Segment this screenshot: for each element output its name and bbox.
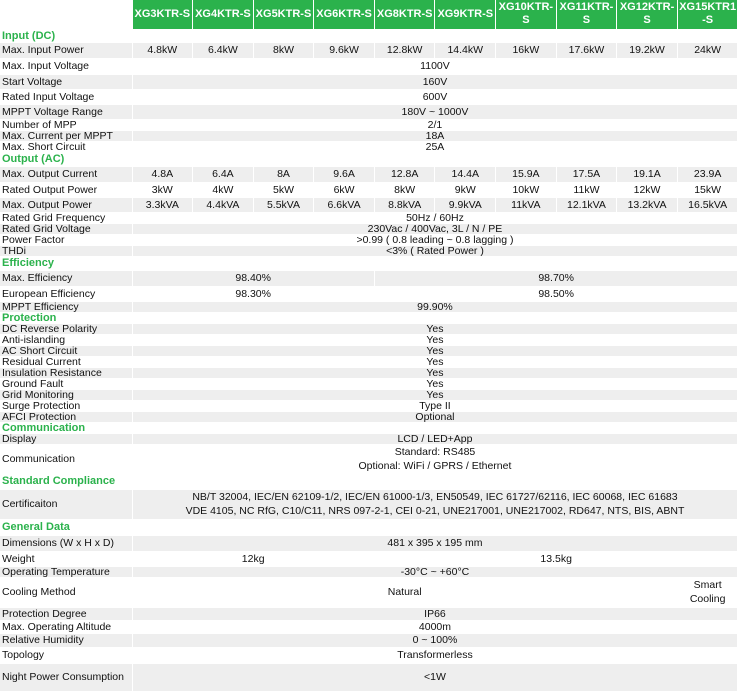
spec-value: 19.1A (617, 166, 678, 182)
spec-value: 24kW (677, 42, 738, 58)
spec-value: 9.6A (314, 166, 375, 182)
spec-value: Yes (132, 356, 738, 367)
spec-value: 98.40% (132, 270, 374, 286)
spec-value: 4.4kVA (193, 197, 254, 212)
spec-row (0, 182, 738, 197)
spec-label: Rated Output Power (0, 182, 132, 197)
spec-label: Communication (0, 444, 132, 473)
spec-value: Yes (132, 389, 738, 400)
section-title: Input (DC) (0, 29, 738, 42)
model-header: XG6KTR-S (314, 0, 375, 29)
spec-row (0, 411, 738, 422)
spec-label: Topology (0, 647, 132, 663)
spec-value: 5kW (253, 182, 314, 197)
spec-label: Night Power Consumption (0, 663, 132, 691)
spec-row (0, 607, 738, 620)
spec-label: MPPT Voltage Range (0, 104, 132, 119)
spec-value: 8kW (253, 42, 314, 58)
spec-value-line: NB/T 32004, IEC/EN 62109-1/2, IEC/EN 61000-1/3, EN50549, IEC 61727/62116, IEC 60068, IEC 61683 (192, 491, 678, 503)
model-header: XG10KTR-S (496, 0, 557, 29)
spec-value: 8.8kVA (374, 197, 435, 212)
spec-value: 50Hz / 60Hz (132, 212, 738, 223)
spec-value (132, 444, 738, 473)
spec-row (0, 130, 738, 141)
spec-label: Operating Temperature (0, 566, 132, 577)
spec-row (0, 367, 738, 378)
spec-label: Rated Input Voltage (0, 89, 132, 104)
model-header: XG3KTR-S (132, 0, 193, 29)
spec-label: Cooling Method (0, 577, 132, 607)
spec-value: 14.4kW (435, 42, 496, 58)
spec-value-line: Optional: WiFi / GPRS / Ethernet (358, 459, 512, 472)
section-header (0, 519, 738, 535)
spec-value: 9.9kVA (435, 197, 496, 212)
spec-label: Rated Grid Voltage (0, 223, 132, 234)
spec-value: 16.5kVA (677, 197, 738, 212)
spec-value: 13.2kVA (617, 197, 678, 212)
spec-value: 9.6kW (314, 42, 375, 58)
spec-label: AFCI Protection (0, 411, 132, 422)
spec-label: Max. Output Current (0, 166, 132, 182)
spec-value: >0.99 ( 0.8 leading ~ 0.8 lagging ) (132, 234, 738, 245)
spec-label: Display (0, 433, 132, 444)
spec-value: 15kW (677, 182, 738, 197)
spec-value: 180V ~ 1000V (132, 104, 738, 119)
model-header-row (0, 0, 738, 29)
spec-value: 99.90% (132, 301, 738, 312)
spec-value: 15.9A (496, 166, 557, 182)
spec-value: 11kW (556, 182, 617, 197)
spec-row (0, 245, 738, 256)
spec-value: 4.8A (132, 166, 193, 182)
model-header: XG8KTR-S (374, 0, 435, 29)
spec-label: THDi (0, 245, 132, 256)
section-header (0, 312, 738, 323)
spec-value: 3kW (132, 182, 193, 197)
spec-row (0, 58, 738, 74)
spec-row (0, 444, 738, 473)
section-title: General Data (0, 519, 738, 535)
spec-row (0, 647, 738, 663)
section-header (0, 256, 738, 270)
spec-label: Max. Input Power (0, 42, 132, 58)
spec-label: Insulation Resistance (0, 367, 132, 378)
spec-value: 11kVA (496, 197, 557, 212)
spec-label: Max. Output Power (0, 197, 132, 212)
spec-value: <3% ( Rated Power ) (132, 245, 738, 256)
spec-value: Optional (132, 411, 738, 422)
section-title: Protection (0, 312, 738, 323)
spec-row (0, 334, 738, 345)
spec-row (0, 89, 738, 104)
spec-value: 5.5kVA (253, 197, 314, 212)
spec-row (0, 345, 738, 356)
spec-value: Yes (132, 345, 738, 356)
spec-row (0, 270, 738, 286)
spec-value (132, 489, 738, 519)
spec-row (0, 620, 738, 633)
spec-row (0, 378, 738, 389)
spec-label: Power Factor (0, 234, 132, 245)
spec-value: 12.1kVA (556, 197, 617, 212)
spec-row (0, 212, 738, 223)
spec-label: Dimensions (W x H x D) (0, 535, 132, 551)
spec-value-line: Cooling (689, 593, 726, 605)
spec-value: 4000m (132, 620, 738, 633)
model-header: XG9KTR-S (435, 0, 496, 29)
spec-label: Start Voltage (0, 74, 132, 89)
spec-value: 12kg (132, 551, 374, 566)
spec-label: DC Reverse Polarity (0, 323, 132, 334)
spec-row (0, 141, 738, 152)
spec-value: 12kW (617, 182, 678, 197)
spec-value: Yes (132, 367, 738, 378)
spec-value: 8A (253, 166, 314, 182)
spec-row (0, 301, 738, 312)
spec-value: 481 x 395 x 195 mm (132, 535, 738, 551)
spec-label: Protection Degree (0, 607, 132, 620)
spec-value: 19.2kW (617, 42, 678, 58)
spec-value (677, 577, 738, 607)
spec-value: 25A (132, 141, 738, 152)
spec-label: Surge Protection (0, 400, 132, 411)
spec-value-line: Standard: RS485 (394, 445, 476, 458)
spec-label: Max. Current per MPPT (0, 130, 132, 141)
model-header: XG15KTR1-S (677, 0, 738, 29)
section-header (0, 422, 738, 433)
spec-label: Grid Monitoring (0, 389, 132, 400)
spec-value: 0 ~ 100% (132, 633, 738, 647)
spec-row (0, 197, 738, 212)
spec-label: Number of MPP (0, 119, 132, 130)
spec-row (0, 663, 738, 691)
spec-value: IP66 (132, 607, 738, 620)
spec-value: LCD / LED+App (132, 433, 738, 444)
header-corner (0, 0, 132, 29)
spec-label: AC Short Circuit (0, 345, 132, 356)
spec-value: 9kW (435, 182, 496, 197)
spec-row (0, 577, 738, 607)
section-header (0, 29, 738, 42)
spec-row (0, 42, 738, 58)
spec-value: 4kW (193, 182, 254, 197)
spec-row (0, 566, 738, 577)
spec-value: 98.70% (374, 270, 738, 286)
spec-value: 10kW (496, 182, 557, 197)
section-title: Standard Compliance (0, 473, 738, 489)
spec-value: 98.50% (374, 286, 738, 301)
spec-row (0, 535, 738, 551)
spec-value: Yes (132, 323, 738, 334)
spec-value: 8kW (374, 182, 435, 197)
spec-row (0, 433, 738, 444)
spec-value-line: VDE 4105, NC RfG, C10/C11, NRS 097-2-1, CEI 0-21, UNE217001, UNE217002, RD647, NTS, BIS, ABNT (185, 505, 685, 517)
spec-row (0, 234, 738, 245)
spec-value: 13.5kg (374, 551, 738, 566)
spec-label: Max. Operating Altitude (0, 620, 132, 633)
section-header (0, 152, 738, 166)
spec-label: Max. Efficiency (0, 270, 132, 286)
spec-table-body (0, 29, 738, 691)
spec-value: 600V (132, 89, 738, 104)
spec-value: 12.8A (374, 166, 435, 182)
spec-label: Relative Humidity (0, 633, 132, 647)
model-header: XG12KTR-S (617, 0, 678, 29)
spec-value: Transformerless (132, 647, 738, 663)
spec-value: 18A (132, 130, 738, 141)
spec-value: Yes (132, 334, 738, 345)
model-header: XG11KTR-S (556, 0, 617, 29)
spec-value: 6.4A (193, 166, 254, 182)
model-header: XG4KTR-S (193, 0, 254, 29)
spec-row (0, 551, 738, 566)
spec-value: 16kW (496, 42, 557, 58)
spec-row (0, 633, 738, 647)
spec-row (0, 286, 738, 301)
spec-row (0, 74, 738, 89)
spec-row (0, 400, 738, 411)
spec-value: 14.4A (435, 166, 496, 182)
spec-value: 160V (132, 74, 738, 89)
spec-value: 6kW (314, 182, 375, 197)
spec-label: MPPT Efficiency (0, 301, 132, 312)
spec-value: 98.30% (132, 286, 374, 301)
spec-row (0, 489, 738, 519)
section-header (0, 473, 738, 489)
spec-label: Max. Input Voltage (0, 58, 132, 74)
section-title: Output (AC) (0, 152, 738, 166)
spec-label: European Efficiency (0, 286, 132, 301)
spec-label: Weight (0, 551, 132, 566)
spec-label: Ground Fault (0, 378, 132, 389)
spec-value: 3.3kVA (132, 197, 193, 212)
spec-value: 1100V (132, 58, 738, 74)
spec-value-line: Smart (693, 579, 722, 591)
spec-value: 12.8kW (374, 42, 435, 58)
spec-value: Type II (132, 400, 738, 411)
spec-value: 6.4kW (193, 42, 254, 58)
spec-value: 4.8kW (132, 42, 193, 58)
section-title: Communication (0, 422, 738, 433)
spec-row (0, 223, 738, 234)
spec-value: <1W (132, 663, 738, 691)
spec-value: Natural (132, 577, 677, 607)
spec-value: 17.5A (556, 166, 617, 182)
spec-value: -30°C ~ +60°C (132, 566, 738, 577)
spec-value: 23.9A (677, 166, 738, 182)
spec-label: Rated Grid Frequency (0, 212, 132, 223)
spec-label: Certificaiton (0, 489, 132, 519)
spec-value: 6.6kVA (314, 197, 375, 212)
spec-row (0, 323, 738, 334)
spec-label: Residual Current (0, 356, 132, 367)
spec-row (0, 104, 738, 119)
spec-value: 230Vac / 400Vac, 3L / N / PE (132, 223, 738, 234)
model-header: XG5KTR-S (253, 0, 314, 29)
spec-row (0, 389, 738, 400)
spec-value: 17.6kW (556, 42, 617, 58)
spec-value: Yes (132, 378, 738, 389)
spec-row (0, 166, 738, 182)
spec-label: Anti-islanding (0, 334, 132, 345)
spec-row (0, 119, 738, 130)
spec-row (0, 356, 738, 367)
section-title: Efficiency (0, 256, 738, 270)
spec-label: Max. Short Circuit (0, 141, 132, 152)
spec-value: 2/1 (132, 119, 738, 130)
